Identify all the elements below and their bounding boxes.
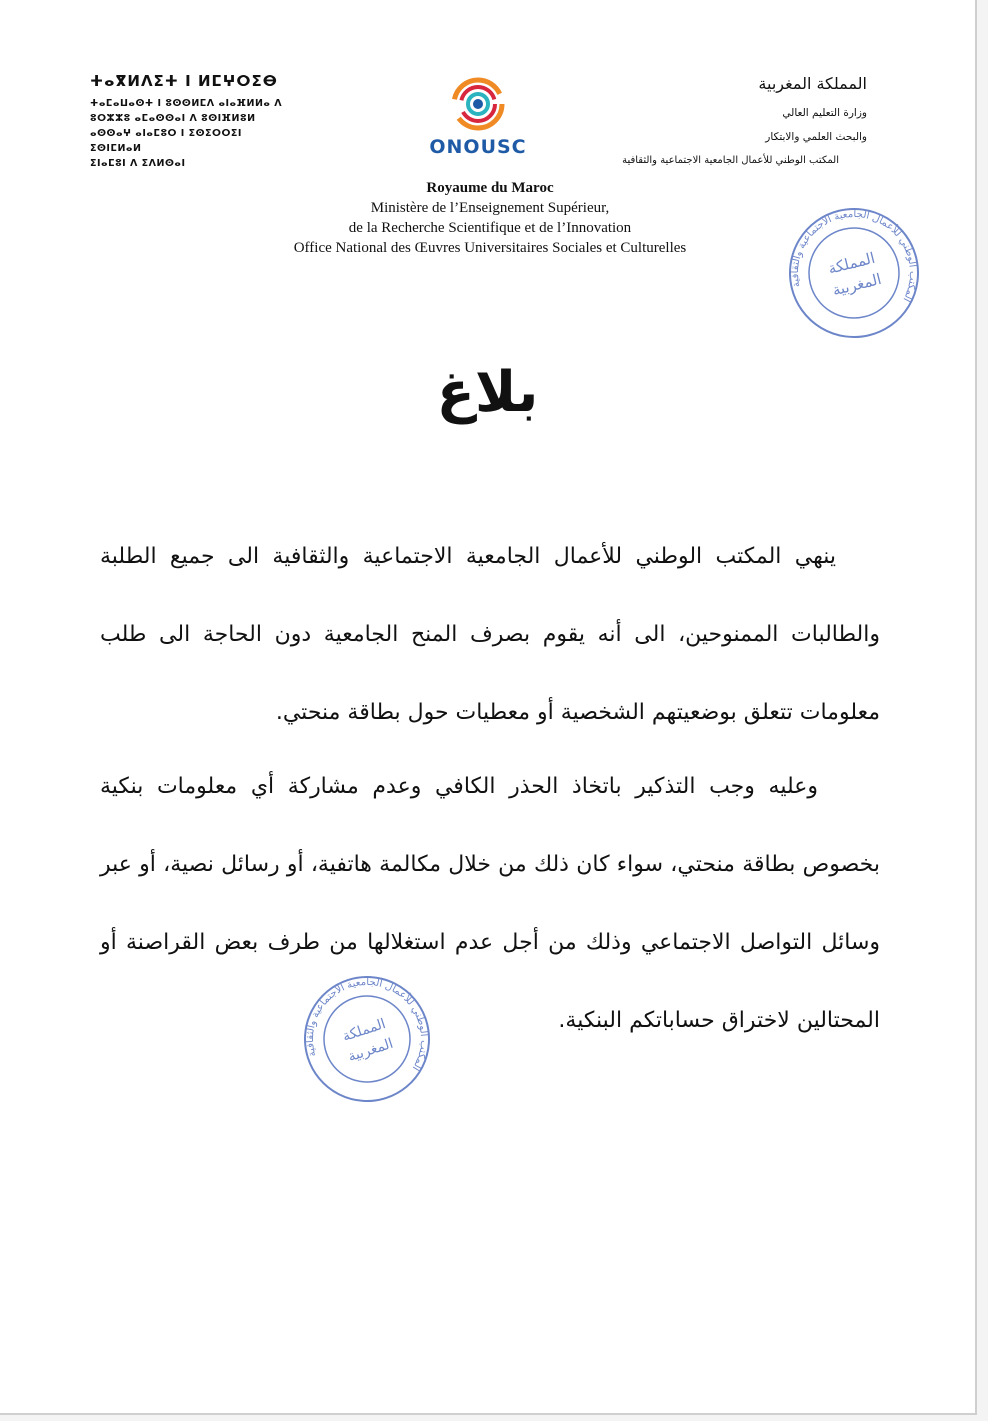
french-header-line: Ministère de l’Enseignement Supérieur, <box>370 200 610 216</box>
arabic-header-line: المملكة المغربية <box>758 74 867 93</box>
tifinagh-line: ⵓⵔⵣⵣⵓ ⴰⵎⴰⵙⵙⴰⵏ ⴷ ⵓⵙⵏⴼⵍⵓⵍ <box>90 113 256 124</box>
onousc-logo-icon <box>448 74 508 134</box>
official-stamp-bottom <box>292 974 442 1104</box>
official-stamp-top <box>776 206 932 340</box>
french-header <box>200 178 780 258</box>
document-title: بلاغ <box>436 360 539 425</box>
svg-text:المكتب الوطني للأعمال الجامعية <box>292 974 441 1104</box>
french-header-line: de la Recherche Scientifique et de l’Innovation <box>348 220 632 236</box>
paragraph: ينهي المكتب الوطني للأعمال الجامعية الاجتماعية والثقافية الى جميع الطلبة والطالبات الممنوحين، الى أنه يقوم بصرف المنح الجامعية دون الحاجة الى طلب معلومات تتعلق بوضعيتهم الشخصية أو معطيات حول بطاقة منحتي. <box>100 544 880 725</box>
tifinagh-line: ⵉⵏⴰⵎⵓⵏ ⴷ ⵉⴷⵍⵙⴰⵏ <box>90 158 186 169</box>
french-header-line: Office National des Œuvres Universitaires Sociales et Culturelles <box>293 240 687 256</box>
paragraph: وعليه وجب التذكير باتخاذ الحذر الكافي وعدم مشاركة أي معلومات بنكية بخصوص بطاقة منحتي، سواء كان ذلك من خلال مكالمة هاتفية، أو رسائل نصية، أو عبر وسائل التواصل الاجتماعي وذلك من أجل عدم استغلالها من طرف بعض القراصنة أو المحتالين لاختراق حساباتكم البنكية. <box>100 774 880 1033</box>
logo-text: ONOUSC <box>429 136 527 158</box>
stamp-center-line: المملكة <box>340 1015 388 1045</box>
arabic-header <box>567 74 867 173</box>
stamp-center-line: المملكة <box>826 248 877 278</box>
tifinagh-line: ⵜⴰⵎⴰⵡⴰⵙⵜ ⵏ ⵓⵙⵙⵍⵎⴷ ⴰⵏⴰⴼⵍⵍⴰ ⴷ <box>90 98 283 109</box>
onousc-logo <box>418 74 538 158</box>
tifinagh-line: ⴰⵙⵙⴰⵖ ⴰⵏⴰⵎⵓⵔ ⵏ ⵉⵙⵉⵔⵔⵉⵏ ⵉⵙⵏⵎⵍⴰⵍ <box>90 128 242 154</box>
arabic-header-line: والبحث العلمي والابتكار <box>765 131 867 143</box>
tifinagh-header <box>90 72 290 171</box>
arabic-header-line: المكتب الوطني للأعمال الجامعية الاجتماعية والثقافية <box>622 155 839 166</box>
stamp-center-line: المغربية <box>346 1035 396 1066</box>
stamp-center-line: المغربية <box>830 269 884 300</box>
tifinagh-line: ⵜⴰⴳⵍⴷⵉⵜ ⵏ ⵍⵎⵖⵔⵉⴱ <box>90 72 278 90</box>
french-header-line: Royaume du Maroc <box>426 180 554 196</box>
arabic-header-line: وزارة التعليم العالي <box>782 107 867 119</box>
stamp-ring-text: المكتب الوطني للأعمال الجامعية الاجتماعية والثقافية <box>789 208 919 304</box>
stamp-ring-text: المكتب الوطني للأعمال الجامعية الاجتماعية والثقافية <box>304 976 430 1073</box>
